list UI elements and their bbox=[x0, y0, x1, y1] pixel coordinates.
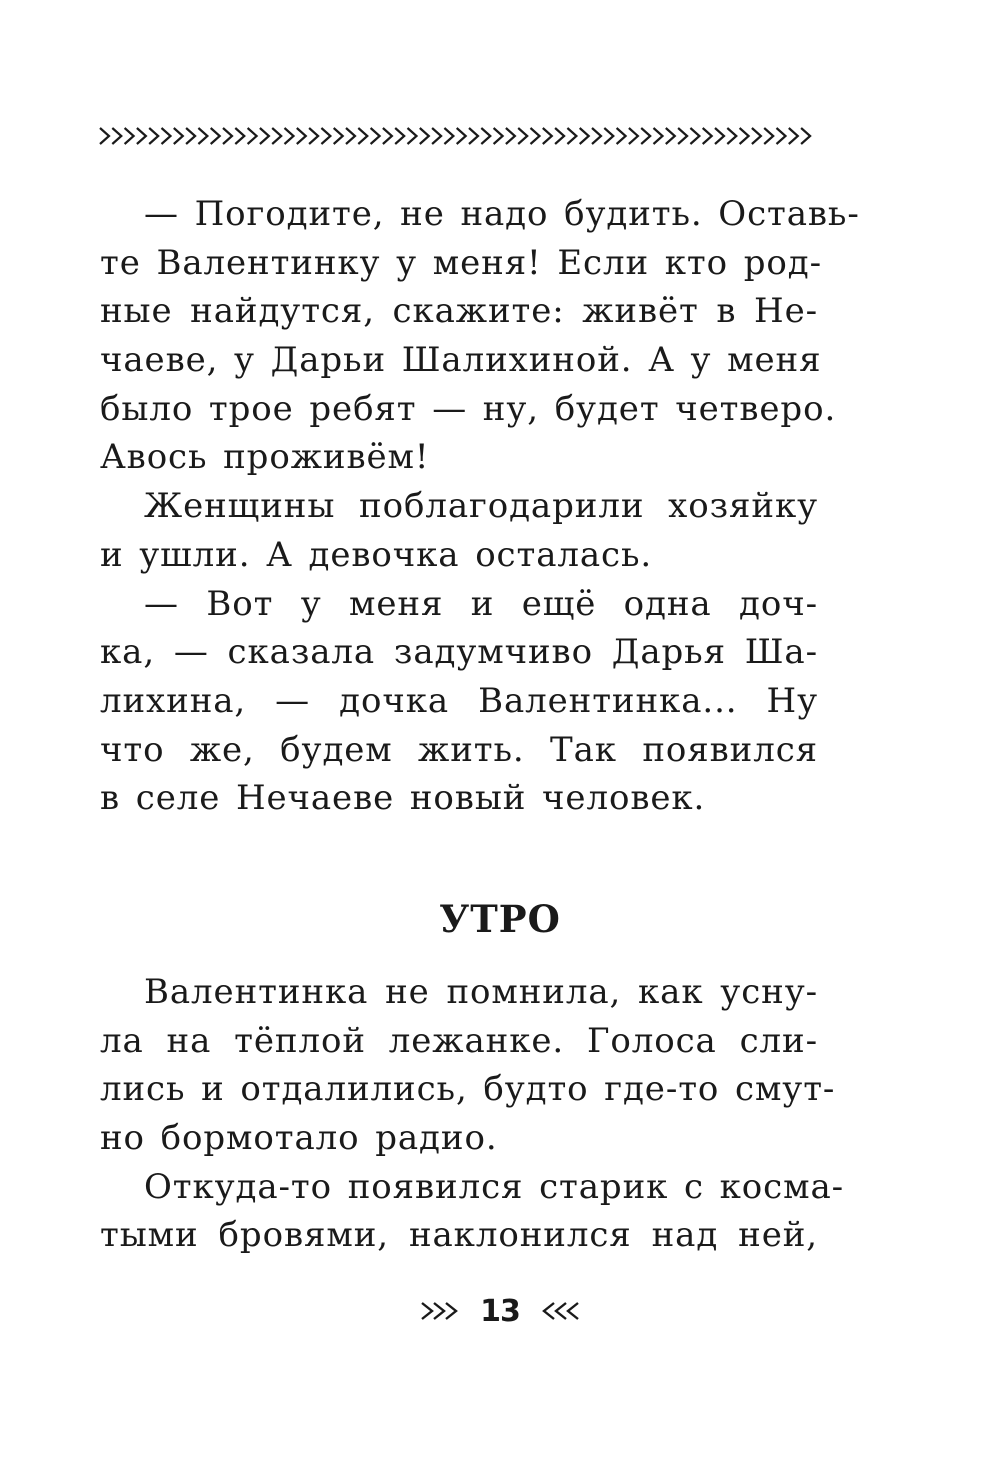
text-line: но бормотало радио. bbox=[100, 1118, 498, 1159]
text-line: ла на тёплой лежанке. Голоса сли- bbox=[100, 1020, 818, 1061]
page-footer bbox=[0, 1288, 1000, 1334]
chevrons-right-icon bbox=[418, 1297, 468, 1325]
text-line: было трое ребят — ну, будет четверо. bbox=[100, 388, 837, 429]
chevrons-left-icon bbox=[532, 1297, 582, 1325]
text-line: Откуда-то появился старик с косма- bbox=[144, 1166, 845, 1207]
text-line: Авось проживём! bbox=[100, 437, 430, 478]
page-number: 13 bbox=[480, 1293, 520, 1329]
text-block-chapter bbox=[100, 968, 845, 1260]
text-line: Валентинка не помнила, как усну- bbox=[144, 972, 818, 1012]
text-line: чаеве, у Дарьи Шалихиной. А у меня bbox=[100, 340, 822, 381]
text-line: те Валентинку у меня! Если кто род- bbox=[100, 242, 822, 283]
text-line: — Вот у меня и ещё одна доч- bbox=[144, 583, 818, 624]
text-line: лись и отдалились, будто где-то смут- bbox=[100, 1069, 836, 1110]
chapter-heading: УТРО bbox=[439, 897, 561, 941]
text-line: Женщины поблагодарили хозяйку bbox=[144, 486, 818, 527]
text-block-continuation bbox=[100, 190, 860, 823]
text-line: в селе Нечаеве новый человек. bbox=[100, 778, 706, 819]
text-line: что же, будем жить. Так появился bbox=[100, 729, 818, 770]
text-line: — Погодите, не надо будить. Оставь- bbox=[144, 194, 860, 234]
top-chevron-rule bbox=[98, 122, 822, 150]
text-line: тыми бровями, наклонился над ней, bbox=[100, 1215, 818, 1256]
text-line: ные найдутся, скажите: живёт в Не- bbox=[100, 291, 818, 332]
text-line: лихина, — дочка Валентинка... Ну bbox=[100, 680, 818, 721]
text-line: ка, — сказала задумчиво Дарья Ша- bbox=[100, 632, 818, 673]
text-line: и ушли. А девочка осталась. bbox=[100, 534, 653, 575]
